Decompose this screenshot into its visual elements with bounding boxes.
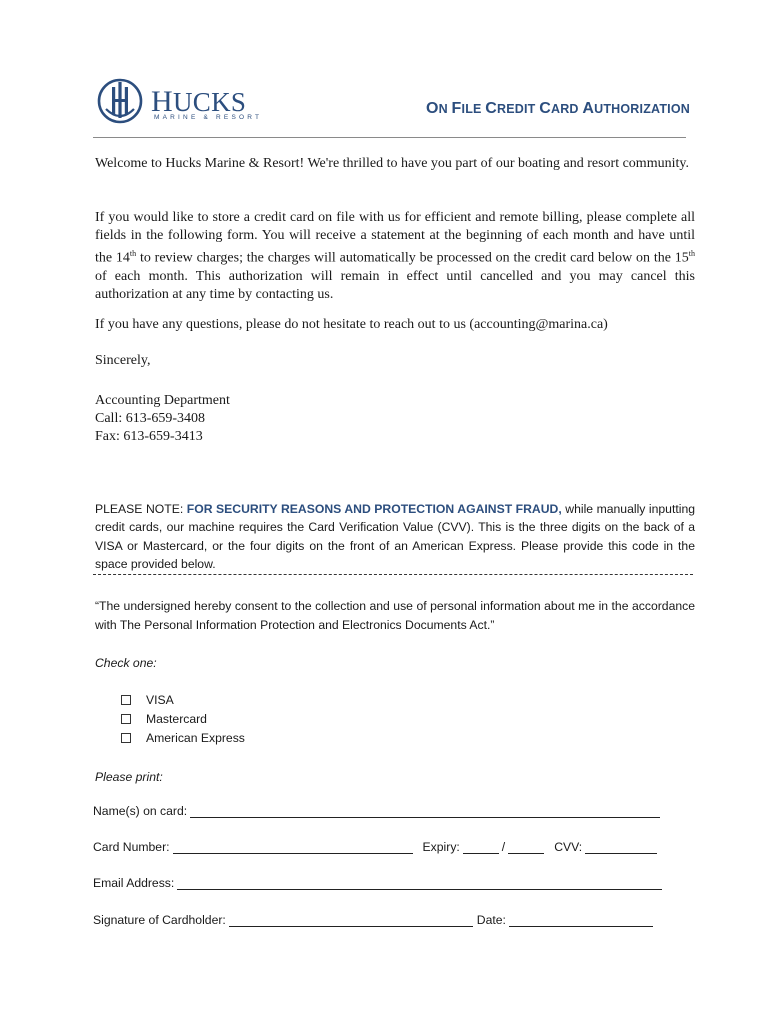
cvv-field[interactable] (585, 839, 657, 854)
title-rest: ARD (550, 102, 583, 116)
welcome-paragraph: Welcome to Hucks Marine & Resort! We're thrilled to have you part of our boating and resort community. (95, 156, 689, 171)
card-number-field[interactable] (173, 839, 413, 854)
option-american-express[interactable]: American Express (121, 728, 421, 747)
header-divider (93, 137, 686, 138)
department-name: Accounting Department (95, 393, 230, 408)
title-rest: N (438, 102, 452, 116)
signature-field[interactable] (229, 912, 473, 927)
anchor-logo-icon (96, 76, 146, 126)
hucks-logo (96, 76, 263, 130)
questions-paragraph: If you have any questions, please do not hesitate to reach out to us (accounting@marina.ca) (95, 317, 608, 332)
consent-statement: “The undersigned hereby consent to the collection and use of personal information about me in the accordance with The Personal Information Protection and Electronics Documents Act.” (95, 599, 695, 632)
signature-label: Signature of Cardholder: (93, 913, 226, 927)
check-one-label: Check one: (95, 656, 157, 670)
name-on-card-row (93, 803, 660, 818)
logo-wordmark: HUCKS (151, 85, 247, 118)
name-on-card-field[interactable] (190, 803, 660, 818)
logo-subtext: MARINE & RESORT (154, 114, 263, 121)
expiry-separator: / (501, 840, 506, 854)
please-print-label: Please print: (95, 770, 163, 784)
title-rest: REDIT (497, 102, 540, 116)
security-note: PLEASE NOTE: FOR SECURITY REASONS AND PROTECTION AGAINST FRAUD, while manually inputting credit cards, our machine requires the Card Verification Value (CVV). This is the three digits on the back of a VISA or Mastercard, or the four digits on the front of an American Express. Please provide this code in the space provided below. (95, 502, 695, 571)
name-on-card-label: Name(s) on card: (93, 804, 188, 818)
info-paragraph: If you would like to store a credit card on file with us for efficient and remote billing, please complete all fields in the following form. You will receive a statement at the beginning of each month and have until the 14th to review charges; the charges will automatically be processed on the credit card below on the 15th of each month. This authorization will remain in effect until cancelled and you may cancel this authorization at any time by contacting us. (95, 210, 695, 302)
card-details-row (93, 839, 657, 854)
expiry-label: Expiry: (422, 840, 460, 854)
dashed-divider (93, 574, 693, 575)
checkbox-mastercard[interactable] (121, 714, 131, 724)
title-initial: F (451, 100, 462, 117)
title-rest: ILE (461, 102, 486, 116)
title-initial: O (425, 100, 439, 117)
phone-number: Call: 613-659-3408 (95, 411, 206, 426)
option-visa[interactable]: VISA (121, 690, 421, 709)
title-initial: A (582, 100, 595, 117)
checkbox-visa[interactable] (121, 695, 131, 705)
security-note-emphasis: FOR SECURITY REASONS AND PROTECTION AGAINST FRAUD, (186, 502, 562, 516)
expiry-month-field[interactable] (463, 839, 499, 854)
title-initial: C (485, 100, 498, 117)
page-title (380, 100, 690, 118)
date-label: Date: (476, 913, 506, 927)
title-initial: C (539, 100, 551, 117)
signature-row (93, 912, 653, 927)
email-row (93, 875, 662, 890)
closing: Sincerely, (95, 353, 151, 368)
expiry-year-field[interactable] (508, 839, 544, 854)
email-label: Email Address: (93, 876, 175, 890)
checkbox-american-express[interactable] (121, 733, 131, 743)
contact-block (95, 392, 695, 446)
option-mastercard[interactable]: Mastercard (121, 709, 421, 728)
title-rest: UTHORIZATION (594, 102, 690, 116)
email-field[interactable] (177, 875, 662, 890)
card-number-label: Card Number: (93, 840, 170, 854)
card-type-options (121, 690, 421, 747)
cvv-label: CVV: (554, 840, 583, 854)
fax-number: Fax: 613-659-3413 (95, 429, 203, 444)
date-field[interactable] (509, 912, 653, 927)
